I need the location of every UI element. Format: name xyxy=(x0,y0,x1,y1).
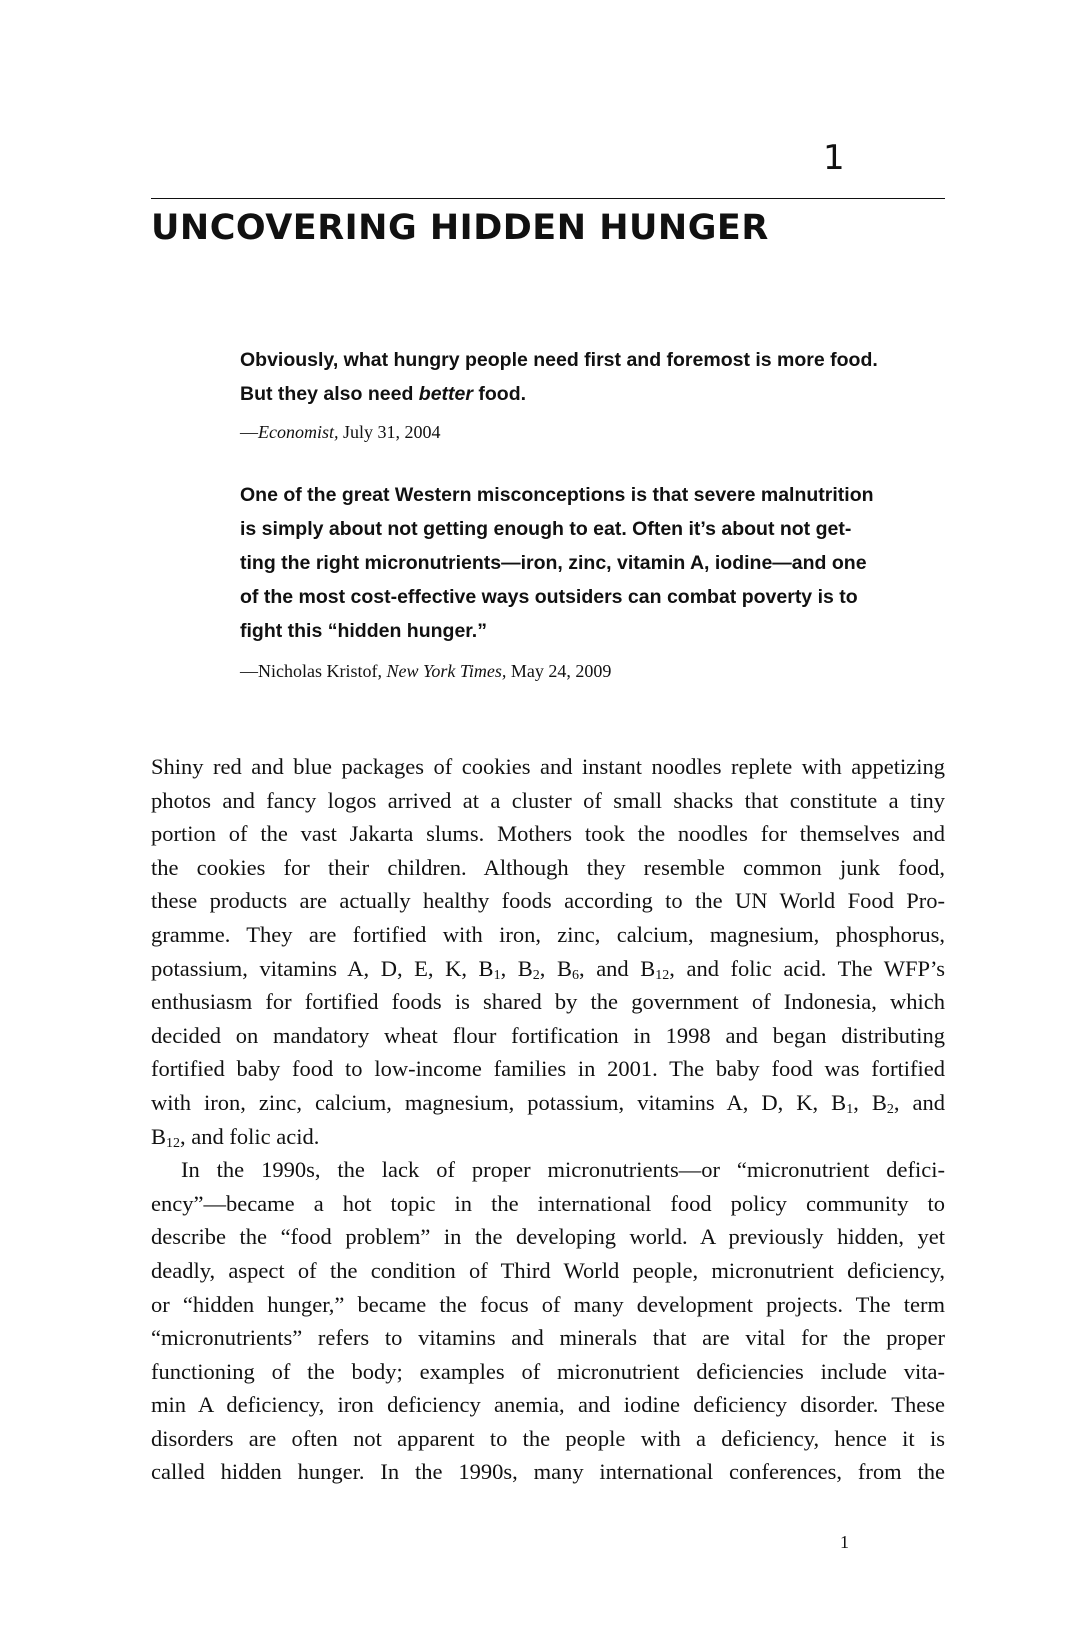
epigraph-line: is simply about not getting enough to eat. Often it’s about not get- xyxy=(240,518,852,540)
body-line: the cookies for their children. Although they resemble common junk food, xyxy=(151,854,945,880)
epigraph-line: One of the great Western misconceptions is that severe malnutrition xyxy=(240,484,874,506)
body-line: Shiny red and blue packages of cookies and instant noodles replete with appetizing xyxy=(151,754,945,779)
body-line: fortified baby food to low-income families in 2001. The baby food was fortified xyxy=(151,1056,945,1082)
body-line: or “hidden hunger,” became the focus of many development projects. The term xyxy=(151,1291,945,1317)
body-line: ency”—became a hot topic in the international food policy community to xyxy=(151,1190,945,1216)
epigraph-1-source: —Economist, July 31, 2004 xyxy=(240,422,441,442)
body-line: with iron, zinc, calcium, magnesium, potassium, vitamins A, D, K, $B_1$, $B_2$, and xyxy=(151,1089,945,1117)
body-line: photos and fancy logos arrived at a cluster of small shacks that constitute a tiny xyxy=(151,787,945,813)
epigraph-2-quote xyxy=(240,478,940,648)
body-line: enthusiasm for fortified foods is shared by the government of Indonesia, which xyxy=(151,989,945,1015)
body-line: disorders are often not apparent to the people with a deficiency, hence it is xyxy=(151,1425,945,1451)
body-line: min A deficiency, iron deficiency anemia, and iodine deficiency disorder. These xyxy=(151,1392,945,1418)
body-line: describe the “food problem” in the developing world. A previously hidden, yet xyxy=(151,1224,945,1250)
epigraph-line: But they also need better food. xyxy=(240,383,527,405)
epigraph-line: fight this “hidden hunger.” xyxy=(240,620,487,642)
body-line: decided on mandatory wheat flour fortification in 1998 and began distributing xyxy=(151,1022,945,1048)
body-line: gramme. They are fortified with iron, zinc, calcium, magnesium, phosphorus, xyxy=(151,921,945,947)
body-line: deadly, aspect of the condition of Third World people, micronutrient deficiency, xyxy=(151,1257,945,1283)
body-line: “micronutrients” refers to vitamins and minerals that are vital for the proper xyxy=(151,1325,945,1351)
chapter-number: 1 xyxy=(823,138,845,178)
body-line: called hidden hunger. In the 1990s, many international conferences, from the xyxy=(151,1459,945,1485)
chapter-title: UNCOVERING HIDDEN HUNGER xyxy=(151,208,769,248)
epigraph-line: ting the right micronutrients—iron, zinc, vitamin A, iodine—and one xyxy=(240,552,867,574)
epigraph-line: Obviously, what hungry people need first and foremost is more food. xyxy=(240,349,878,371)
epigraph-line: of the most cost-effective ways outsiders can combat poverty is to xyxy=(240,586,858,608)
epigraph-1-quote xyxy=(240,343,940,411)
body-text xyxy=(151,750,945,1489)
body-line: these products are actually healthy foods according to the UN World Food Pro- xyxy=(151,888,945,914)
body-line: potassium, vitamins A, D, E, K, $B_1$, $B_2$, $B_6$, and $B_{12}$, and folic acid. The WFP’s xyxy=(151,955,945,983)
body-line: functioning of the body; examples of micronutrient deficiencies include vita- xyxy=(151,1358,945,1384)
epigraph-2-source: —Nicholas Kristof, New York Times, May 24, 2009 xyxy=(240,661,612,681)
chapter-rule xyxy=(151,198,945,199)
body-line: portion of the vast Jakarta slums. Mothers took the noodles for themselves and xyxy=(151,821,945,847)
page-number: 1 xyxy=(840,1532,849,1552)
body-line: $B_{12}$, and folic acid. xyxy=(151,1123,320,1151)
body-line: In the 1990s, the lack of proper micronutrients—or “micronutrient defici- xyxy=(181,1157,945,1183)
